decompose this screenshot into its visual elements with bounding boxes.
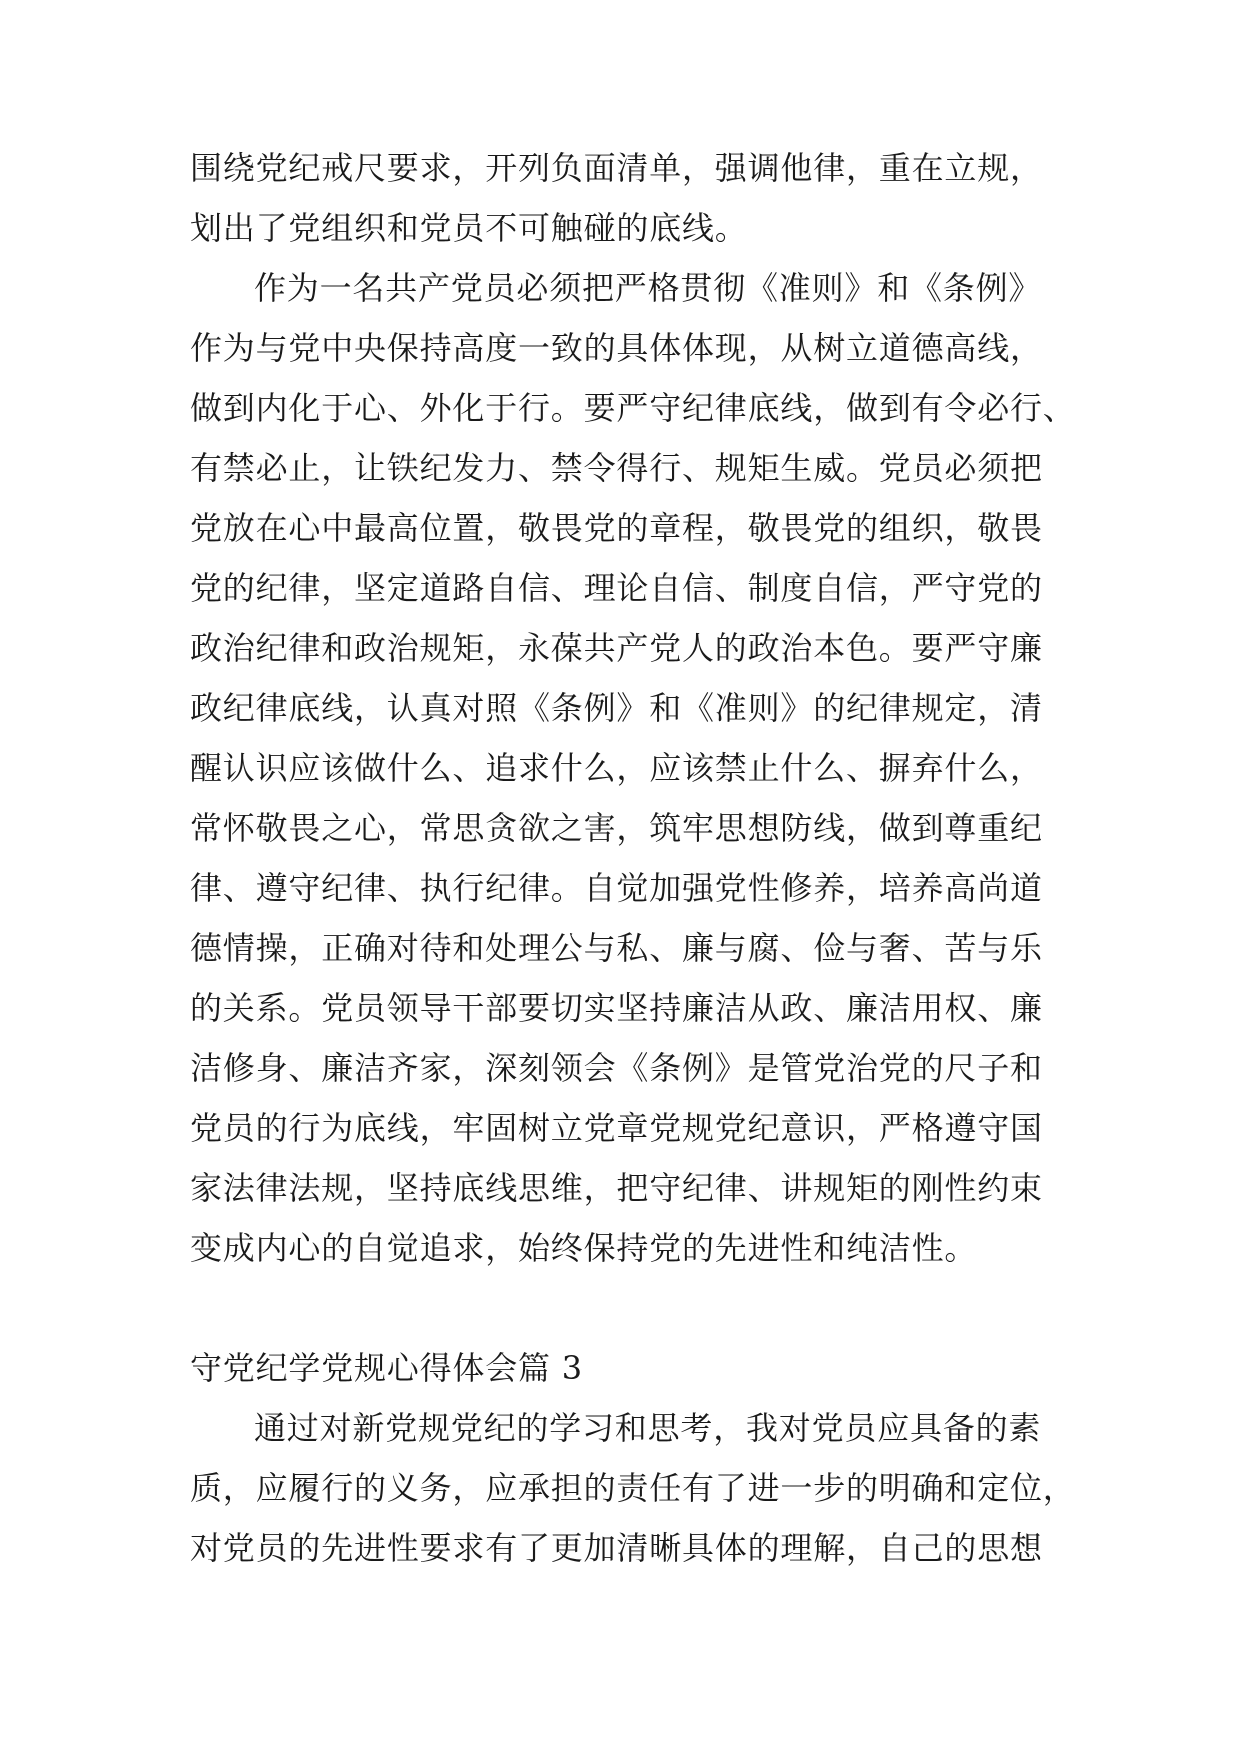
para2-line-6: 党的纪律，坚定道路自信、理论自信、制度自信，严守党的 xyxy=(190,569,1043,607)
para2-line-14: 洁修身、廉洁齐家，深刻领会《条例》是管党治党的尺子和 xyxy=(190,1049,1043,1087)
para3-line-1: 通过对新党规党纪的学习和思考，我对党员应具备的素 xyxy=(254,1409,1042,1447)
para2-line-7: 政治纪律和政治规矩，永葆共产党人的政治本色。要严守廉 xyxy=(190,629,1043,667)
para2-line-3: 做到内化于心、外化于行。要严守纪律底线，做到有令必行、 xyxy=(190,389,1076,427)
para2-line-4: 有禁必止，让铁纪发力、禁令得行、规矩生威。党员必须把 xyxy=(190,449,1043,487)
para2-line-11: 律、遵守纪律、执行纪律。自觉加强党性修养，培养高尚道 xyxy=(190,869,1043,907)
para2-line-9: 醒认识应该做什么、追求什么，应该禁止什么、摒弃什么， xyxy=(190,749,1043,787)
para3-line-2: 质，应履行的义务，应承担的责任有了进一步的明确和定位， xyxy=(190,1469,1076,1507)
para2-line-5: 党放在心中最高位置，敬畏党的章程，敬畏党的组织，敬畏 xyxy=(190,509,1043,547)
para2-line-12: 德情操，正确对待和处理公与私、廉与腐、俭与奢、苦与乐 xyxy=(190,929,1043,967)
para2-line-15: 党员的行为底线，牢固树立党章党规党纪意识，严格遵守国 xyxy=(190,1109,1043,1147)
section-title: 守党纪学党规心得体会篇 3 xyxy=(190,1349,583,1387)
para2-line-16: 家法律法规，坚持底线思维，把守纪律、讲规矩的刚性约束 xyxy=(190,1169,1043,1207)
para2-line-1: 作为一名共产党员必须把严格贯彻《准则》和《条例》 xyxy=(254,269,1042,307)
para2-line-17: 变成内心的自觉追求，始终保持党的先进性和纯洁性。 xyxy=(190,1229,978,1267)
para2-line-10: 常怀敬畏之心，常思贪欲之害，筑牢思想防线，做到尊重纪 xyxy=(190,809,1043,847)
para3-line-3: 对党员的先进性要求有了更加清晰具体的理解，自己的思想 xyxy=(190,1529,1043,1567)
para2-line-13: 的关系。党员领导干部要切实坚持廉洁从政、廉洁用权、廉 xyxy=(190,989,1043,1027)
para2-line-8: 政纪律底线，认真对照《条例》和《准则》的纪律规定，清 xyxy=(190,689,1043,727)
para1-line-2: 划出了党组织和党员不可触碰的底线。 xyxy=(190,209,748,247)
para2-line-2: 作为与党中央保持高度一致的具体体现，从树立道德高线， xyxy=(190,329,1043,367)
para1-line-1: 围绕党纪戒尺要求，开列负面清单，强调他律，重在立规， xyxy=(190,149,1043,187)
